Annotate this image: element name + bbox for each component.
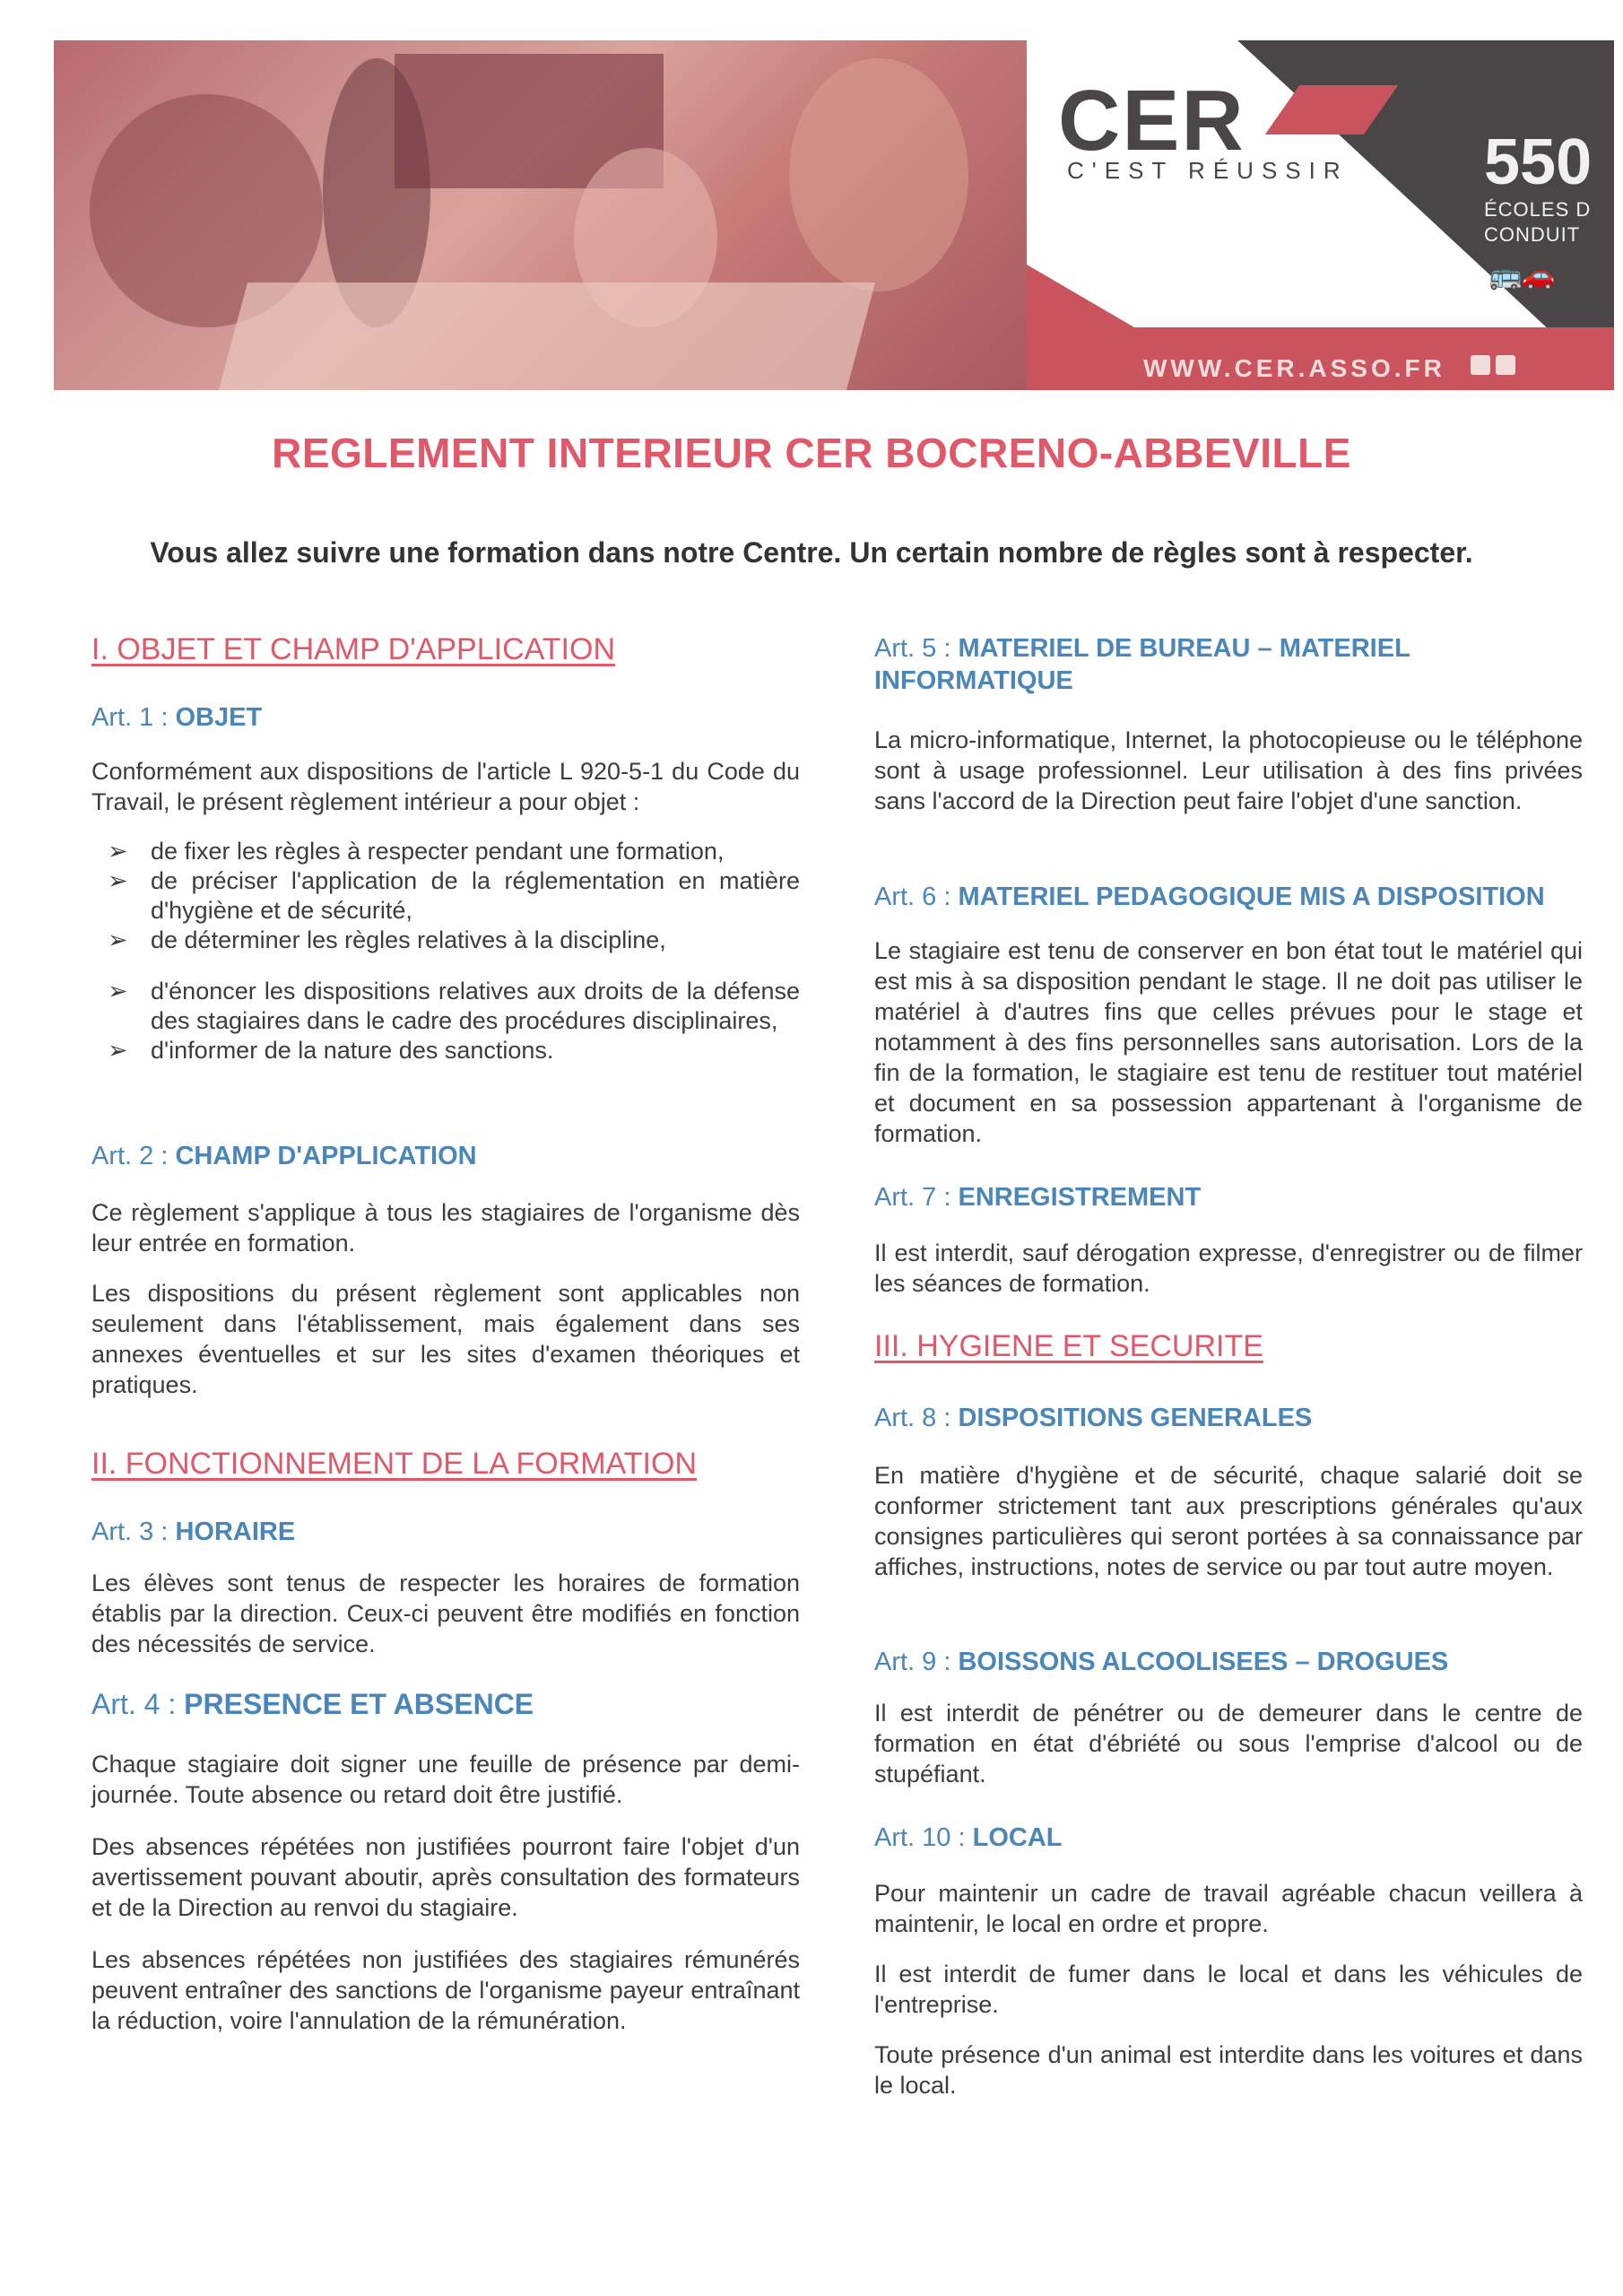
schools-label-line1: ÉCOLES D [1484, 198, 1592, 221]
list-item [91, 926, 800, 955]
paragraph: Les absences répétées non justifiées des stagiaires rémunérés peuvent entraîner des sanctions de l'organisme payeur entraînant la réduction, voire l'annulation de la rémunération. [91, 1946, 800, 2034]
list-item [91, 866, 800, 926]
article-number: Art. 4 : [91, 1688, 177, 1720]
article-title: BOISSONS ALCOOLISEES – DROGUES [950, 1648, 1449, 1676]
list-item [91, 1036, 800, 1065]
paragraph: En matière d'hygiène et de sécurité, chaque salarié doit se conformer strictement tant aux prescriptions générales qu'aux consignes particulières qui seront portées à sa connaissance par affiches, instructions, notes de service ou par tout autre moyen. [874, 1462, 1583, 1580]
list-item [91, 837, 800, 866]
list-item-text: d'énoncer les dispositions relatives aux droits de la défense des stagiaires dans le cadre des procédures disciplinaires, [151, 978, 800, 1034]
vehicles-icon: 🚌🚗 [1488, 261, 1556, 291]
paragraph: Pour maintenir un cadre de travail agréable chacun veillera à maintenir, le local en ordre et propre. [874, 1880, 1583, 1937]
page-subtitle: Vous allez suivre une formation dans notre Centre. Un certain nombre de règles sont à respecter. [150, 536, 1473, 569]
paragraph: La micro-informatique, Internet, la photocopieuse ou le téléphone sont à usage professionnel. Leur utilisation à des fins privées sans l'accord de la Direction peut faire l'objet d'une sanction. [874, 726, 1583, 814]
article-number: Art. 3 : [91, 1518, 169, 1546]
logo-tagline: C'EST RÉUSSIR [1067, 157, 1349, 184]
arrow-bullet-icon: ➢ [108, 838, 128, 865]
website-link[interactable]: WWW.CER.ASSO.FR [1143, 354, 1445, 382]
arrow-bullet-icon: ➢ [108, 1037, 128, 1064]
article-heading [91, 1140, 800, 1172]
paragraph: Toute présence d'un animal est interdite dans les voitures et dans le local. [874, 2041, 1583, 2099]
schools-label-line2: CONDUIT [1484, 223, 1581, 246]
paragraph: Il est interdit de fumer dans le local et dans les véhicules de l'entreprise. [874, 1961, 1583, 2018]
article-number: Art. 2 : [91, 1142, 169, 1170]
paragraph: Des absences répétées non justifiées pourront faire l'objet d'un avertissement pouvant aboutir, après consultation des formateurs et de la Direction au renvoi du stagiaire. [91, 1833, 800, 1921]
section-heading: III. HYGIENE ET SECURITE [874, 1329, 1263, 1363]
article-heading [874, 1181, 1583, 1213]
article-number: Art. 5 : [874, 634, 951, 663]
cer-logo: CER [1058, 73, 1245, 169]
article-title: OBJET [168, 703, 263, 732]
article-title: ENREGISTREMENT [950, 1183, 1202, 1212]
schools-label [1484, 197, 1591, 248]
article-title: CHAMP D'APPLICATION [168, 1142, 477, 1170]
paragraph: Ce règlement s'applique à tous les stagiaires de l'organisme dès leur entrée en formation. [91, 1199, 800, 1257]
instagram-icon[interactable] [1496, 355, 1515, 375]
article-heading [91, 1688, 800, 1720]
list-item-text: d'informer de la nature des sanctions. [151, 1037, 554, 1064]
list-item [91, 977, 800, 1036]
article-heading [91, 1516, 800, 1548]
objectives-list [91, 837, 800, 1065]
paragraph: Le stagiaire est tenu de conserver en bon état tout le matériel qui est mis à sa disposition pendant le stage. Il ne doit pas utiliser le matériel à d'autres fins que celles prévues pour le stage et notamment à des fins personnelles sans autorisation. Lors de la fin de la formation, le stagiaire est tenu de restituer tout matériel et document en sa possession appartenant à l'organisme de formation. [874, 937, 1583, 1147]
article-title: MATERIEL PEDAGOGIQUE MIS A DISPOSITION [950, 883, 1545, 911]
paragraph: Chaque stagiaire doit signer une feuille de présence par demi-journée. Toute absence ou retard doit être justifié. [91, 1751, 800, 1808]
figure-shape [789, 58, 968, 291]
facebook-icon[interactable] [1471, 355, 1490, 375]
paragraph: Il est interdit, sauf dérogation expresse, d'enregistrer ou de filmer les séances de formation. [874, 1239, 1583, 1297]
section-heading: II. FONCTIONNEMENT DE LA FORMATION [91, 1447, 698, 1481]
section-heading: I. OBJET ET CHAMP D'APPLICATION [91, 632, 615, 666]
article-heading [91, 701, 800, 734]
table-shape [219, 283, 875, 390]
classroom-photo [54, 40, 1027, 390]
list-item-text: de fixer les règles à respecter pendant une formation, [151, 838, 725, 865]
list-item-text: de déterminer les règles relatives à la discipline, [151, 926, 666, 953]
page-title: REGLEMENT INTERIEUR CER BOCRENO-ABBEVILLE [272, 430, 1351, 476]
article-heading [874, 881, 1583, 913]
article-heading [874, 1822, 1583, 1854]
article-title: DISPOSITIONS GENERALES [950, 1404, 1313, 1432]
arrow-bullet-icon: ➢ [108, 978, 128, 1004]
article-heading [874, 632, 1583, 697]
paragraph: Conformément aux dispositions de l'article L 920-5-1 du Code du Travail, le présent règlement intérieur a pour objet : [91, 758, 800, 815]
paragraph: Les dispositions du présent règlement sont applicables non seulement dans l'établissement, mais également dans ses annexes éventuelles et sur les sites d'examen théoriques et pratiques. [91, 1280, 800, 1398]
arrow-bullet-icon: ➢ [108, 867, 128, 894]
article-number: Art. 1 : [91, 703, 169, 732]
article-title: HORAIRE [168, 1518, 296, 1546]
schools-count: 550 [1484, 126, 1593, 198]
article-heading [874, 1402, 1583, 1434]
article-number: Art. 9 : [874, 1648, 951, 1676]
article-title: PRESENCE ET ABSENCE [176, 1688, 534, 1720]
article-number: Art. 6 : [874, 883, 951, 911]
arrow-bullet-icon: ➢ [108, 926, 128, 953]
red-triangle [1027, 265, 1134, 327]
list-item-text: de préciser l'application de la réglementation en matière d'hygiène et de sécurité, [151, 867, 800, 924]
article-title: MATERIEL DE BUREAU – MATERIEL INFORMATIQUE [874, 634, 1410, 695]
paragraph: Il est interdit de pénétrer ou de demeurer dans le centre de formation en état d'ébriété ou sous l'emprise d'alcool ou de stupéfiant. [874, 1700, 1583, 1787]
article-number: Art. 10 : [874, 1823, 966, 1852]
article-title: LOCAL [965, 1823, 1063, 1852]
article-number: Art. 7 : [874, 1183, 951, 1212]
article-number: Art. 8 : [874, 1404, 951, 1432]
article-heading [874, 1646, 1583, 1678]
paragraph: Les élèves sont tenus de respecter les horaires de formation établis par la direction. Ceux-ci peuvent être modifiés en fonction des nécessités de service. [91, 1570, 800, 1657]
